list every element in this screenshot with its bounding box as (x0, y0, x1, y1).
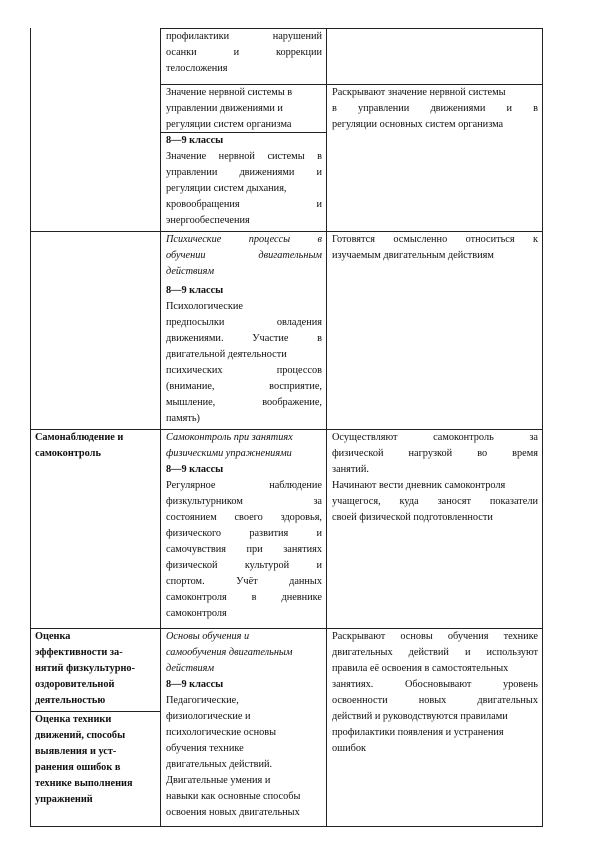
text-line: освоения новых двигательных (166, 807, 300, 818)
text-line: (внимание, восприятие, (166, 381, 322, 392)
row4-col3 (326, 430, 542, 526)
topic-title: Самоконтроль при занятиях (166, 432, 293, 443)
text-line: управлении движениями и (166, 167, 322, 178)
row5-col1-bottom (31, 712, 160, 808)
text-line: навыки как основные способы (166, 791, 301, 802)
section-title: движений, способы (35, 730, 126, 741)
row1-col2 (160, 85, 326, 133)
text-line: физкультурником за (166, 496, 322, 507)
topic-title: самообучения двигательным (166, 647, 293, 658)
grade-label: 8—9 классы (166, 679, 224, 690)
topic-title: действиям (166, 663, 215, 674)
text-line: Начинают вести дневник самоконтроля (332, 480, 506, 491)
text-line: Педагогические, (166, 695, 239, 706)
text-line: самоконтроля в дневнике (166, 592, 322, 603)
row5-col3 (326, 629, 542, 757)
row4-col1 (31, 430, 160, 462)
text-line: Двигательные умения и (166, 775, 271, 786)
text-line: самоконтроля (166, 608, 227, 619)
text-line: освоенности новых двигательных (332, 695, 538, 706)
section-title: технике выполнения (35, 778, 133, 789)
text-line: Регулярное наблюдение (166, 480, 322, 491)
text-line: Психологические (166, 301, 243, 312)
row0-col2 (160, 29, 326, 77)
text-line: психических процессов (166, 365, 322, 376)
text-line: кровообращения и (166, 199, 322, 210)
section-title: самоконтроль (35, 448, 101, 459)
row4-col2 (160, 430, 326, 622)
text-line: энергообеспечения (166, 215, 250, 226)
text-line: действий и руководствуются правилами (332, 711, 508, 722)
grade-label: 8—9 классы (166, 464, 224, 475)
text-line: изучаемым двигательным действиям (332, 250, 494, 261)
row1-col3 (326, 85, 542, 133)
text-line: движениями. Участие в (166, 333, 322, 344)
text-line: занятиях. Обосновывают уровень (332, 679, 538, 690)
section-title: Оценка техники (35, 714, 112, 725)
table-border-bottom (30, 826, 542, 827)
row5-col2 (160, 629, 326, 821)
text-line: самочувствия при занятиях (166, 544, 322, 555)
text-line: Значение нервной системы в (166, 151, 322, 162)
row2-col2 (160, 133, 326, 229)
text-line: в управлении движениями и в (332, 103, 538, 114)
section-title: Оценка (35, 631, 71, 642)
text-line: двигательной деятельности (166, 349, 287, 360)
text-line: обучения технике (166, 743, 244, 754)
text-line: мышление, воображение, (166, 397, 322, 408)
section-title: оздоровительной (35, 679, 115, 690)
row3-col2 (160, 232, 326, 427)
text-line: физического развития и (166, 528, 322, 539)
topic-title: Психические процессы в (166, 234, 322, 245)
topic-title: Основы обучения и (166, 631, 250, 642)
row5-col1-top (31, 629, 160, 709)
section-title: ранения ошибок в (35, 762, 121, 773)
text-line: спортом. Учёт данных (166, 576, 322, 587)
topic-title: физическими упражнениями (166, 448, 292, 459)
text-line: состоянием своего здоровья, (166, 512, 322, 523)
text-line: занятий. (332, 464, 369, 475)
text-line: Значение нервной системы в (166, 87, 293, 98)
text-line: регуляции систем дыхания, (166, 183, 287, 194)
table-border-right (542, 28, 543, 827)
topic-title: действиям (166, 266, 215, 277)
grade-label: 8—9 классы (166, 285, 224, 296)
text-line: Осуществляют самоконтроль за (332, 432, 538, 443)
text-line: управлении движениями и (166, 103, 283, 114)
text-line: физической культурой и (166, 560, 322, 571)
grade-label: 8—9 классы (166, 135, 224, 146)
text-line: ошибок (332, 743, 366, 754)
text-line: учащегося, куда заносят показатели (332, 496, 538, 507)
section-title: упражнений (35, 794, 93, 805)
text-line: предпосылки овладения (166, 317, 322, 328)
section-title: Самонаблюдение и (35, 432, 124, 443)
section-title: эффективности за- (35, 647, 123, 658)
section-title: деятельностью (35, 695, 106, 706)
text-line: Готовятся осмысленно относиться к (332, 234, 538, 245)
section-title: выявления и уст- (35, 746, 117, 757)
text-line: профилактики появления и устранения (332, 727, 504, 738)
text-line: двигательных действий и используют (332, 647, 538, 658)
text-line: физиологические и (166, 711, 251, 722)
text-line: психологические основы (166, 727, 277, 738)
text-line: правила её освоения в самостоятельных (332, 663, 509, 674)
text-line: осанки и коррекции (166, 47, 322, 58)
topic-title: обучении двигательным (166, 250, 322, 261)
text-line: двигательных действий. (166, 759, 273, 770)
text-line: Раскрывают значение нервной системы (332, 87, 506, 98)
text-line: память) (166, 413, 200, 424)
text-line: физической нагрузкой во время (332, 448, 538, 459)
text-line: своей физической подготовленности (332, 512, 493, 523)
row3-col3 (326, 232, 542, 264)
text-line: регуляции основных систем организма (332, 119, 504, 130)
text-line: телосложения (166, 63, 228, 74)
text-line: профилактики нарушений (166, 31, 322, 42)
text-line: регуляции систем организма (166, 119, 292, 130)
text-line: Раскрывают основы обучения технике (332, 631, 538, 642)
section-title: нятий физкультурно- (35, 663, 136, 674)
